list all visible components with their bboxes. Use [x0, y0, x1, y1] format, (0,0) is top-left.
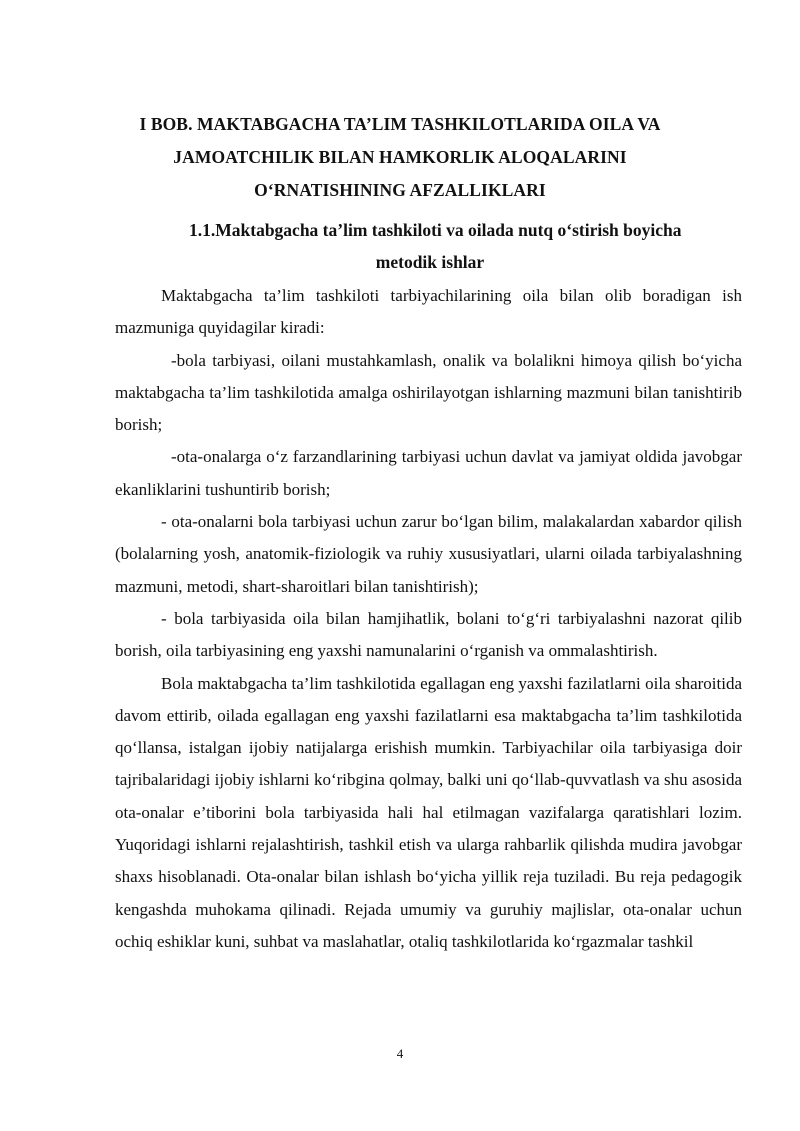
paragraph: Maktabgacha ta’lim tashkiloti tarbiyachilarining oila bilan olib boradigan ish mazmuniga quyidagilar kiradi: [115, 286, 742, 338]
paragraph: - ota-onalarni bola tarbiyasi uchun zarur bo‘lgan bilim, malakalardan xabardor qilish (bolalarning yosh, anatomik-fiziologik va ruhiy xususiyatlari, ularni oilada tarbiyalashning mazmuni, metodi, shart-sharoitlari bilan tanishtirish); [115, 512, 742, 596]
chapter-title-line: I BOB. MAKTABGACHA TA’LIM TASHKILOTLARIDA OILA VA [139, 114, 661, 134]
paragraph: Bola maktabgacha ta’lim tashkilotida egallagan eng yaxshi fazilatlarni oila sharoitida davom ettirib, oilada egallagan eng yaxshi fazilatlarni esa maktabgacha ta’lim tashkilotida qo‘llansa, istalgan ijobiy natijalarga erishish mumkin. Tarbiyachilar oila tarbiyasiga doir tajribalaridagi ijobiy ishlarni ko‘ribgina qolmay, balki uni qo‘llab-quvvatlash va shu asosida ota-onalar e’tiborini bola tarbiyasida hali hal etilmagan vazifalarga qaratishlari lozim. Yuqoridagi ishlarni rejalashtirish, tashkil etish va ularga rahbarlik qilishda mudira javobgar shaxs hisoblanadi. Ota-onalar bilan ishlash bo‘yicha yillik reja tuziladi. Bu reja pedagogik kengashda muhokama qilinadi. Rejada umumiy va guruhiy majlislar, ota-onalar uchun ochiq eshiklar kuni, suhbat va maslahatlar, otaliq tashkilotlarida ko‘rgazmalar tashkil [115, 673, 742, 951]
page-number: 4 [396, 1046, 404, 1061]
section-title-line: metodik ishlar [375, 252, 485, 272]
body-text [115, 280, 742, 958]
paragraph: - bola tarbiyasida oila bilan hamjihatlik, bolani to‘g‘ri tarbiyalashni nazorat qilib borish, oila tarbiyasining eng yaxshi namunalarini o‘rganish va ommalashtirish. [115, 608, 742, 661]
section-title-line: 1.1.Maktabgacha ta’lim tashkiloti va oilada nutq o‘stirish boyicha [189, 220, 682, 240]
chapter-title [100, 108, 700, 207]
section-title [140, 214, 720, 278]
paragraph: -ota-onalarga o‘z farzandlarining tarbiyasi uchun davlat va jamiyat oldida javobgar ekanliklarini tushuntirib borish; [115, 447, 742, 499]
chapter-title-line: JAMOATCHILIK BILAN HAMKORLIK ALOQALARINI [173, 147, 627, 167]
chapter-title-line: O‘RNATISHINING AFZALLIKLARI [254, 180, 546, 200]
paragraph: -bola tarbiyasi, oilani mustahkamlash, onalik va bolalikni himoya qilish bo‘yicha maktabgacha ta’lim tashkilotida amalga oshirilayotgan ishlarning mazmuni bilan tanishtirib borish; [115, 350, 742, 435]
